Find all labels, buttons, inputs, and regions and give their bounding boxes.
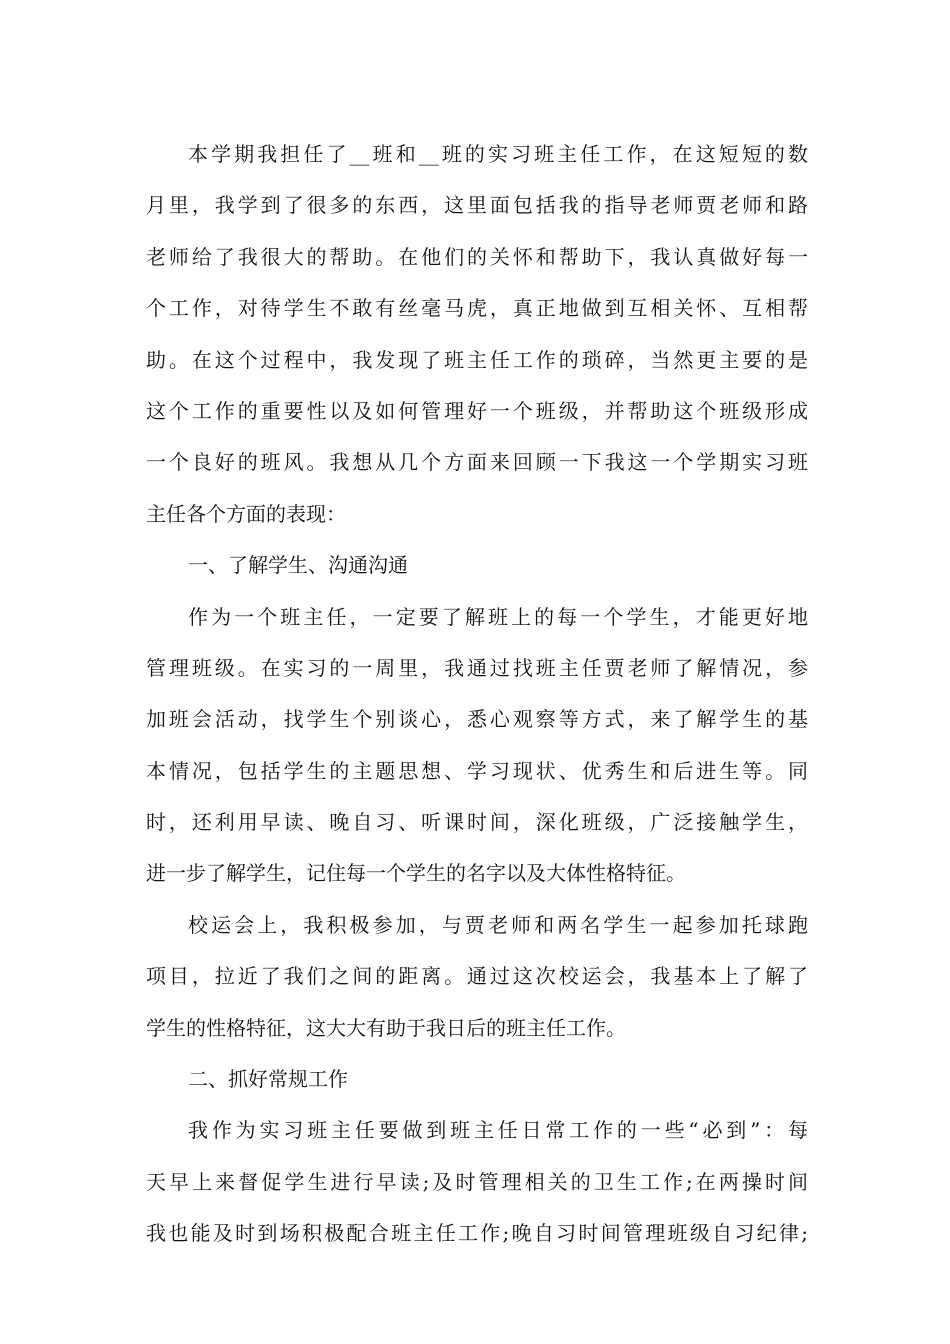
paragraph-line: 学生的性格特征，这大大有助于我日后的班主任工作。 bbox=[146, 1015, 626, 1040]
paragraph-line: 加班会活动，找学生个别谈心，悉心观察等方式，来了解学生的基 bbox=[146, 707, 808, 732]
paragraph-line: 本学期我担任了__班和__班的实习班主任工作，在这短短的数 bbox=[188, 142, 808, 166]
paragraph-line: 校运会上，我积极参加，与贾老师和两名学生一起参加托球跑 bbox=[188, 912, 808, 937]
paragraph-line: 项目，拉近了我们之间的距离。通过这次校运会，我基本上了解了 bbox=[146, 964, 808, 989]
paragraph-line: 一个良好的班风。我想从几个方面来回顾一下我这一个学期实习班 bbox=[146, 450, 808, 475]
paragraph-line: 月里，我学到了很多的东西，这里面包括我的指导老师贾老师和路 bbox=[146, 193, 808, 218]
paragraph-line: 作为一个班主任，一定要了解班上的每一个学生，才能更好地 bbox=[188, 604, 808, 629]
section-heading: 一、了解学生、沟通沟通 bbox=[188, 553, 408, 578]
document-body bbox=[146, 129, 808, 1260]
paragraph-line: 我也能及时到场积极配合班主任工作;晚自习时间管理班级自习纪律; bbox=[146, 1221, 808, 1246]
paragraph-line: 天早上来督促学生进行早读;及时管理相关的卫生工作;在两操时间 bbox=[146, 1169, 808, 1194]
paragraph-line: 这个工作的重要性以及如何管理好一个班级，并帮助这个班级形成 bbox=[146, 398, 808, 423]
paragraph-line: 我作为实习班主任要做到班主任日常工作的一些“必到”：每 bbox=[188, 1118, 808, 1143]
paragraph-line: 进一步了解学生，记住每一个学生的名字以及大体性格特征。 bbox=[146, 861, 686, 886]
paragraph-line: 本情况，包括学生的主题思想、学习现状、优秀生和后进生等。同 bbox=[146, 758, 808, 783]
paragraph-line: 管理班级。在实习的一周里，我通过找班主任贾老师了解情况，参 bbox=[146, 655, 808, 680]
paragraph-line: 个工作，对待学生不敢有丝毫马虎，真正地做到互相关怀、互相帮 bbox=[146, 296, 808, 321]
paragraph-line: 时，还利用早读、晚自习、听课时间，深化班级，广泛接触学生， bbox=[146, 810, 808, 835]
paragraph-line: 助。在这个过程中，我发现了班主任工作的琐碎，当然更主要的是 bbox=[146, 347, 808, 372]
paragraph-line: 主任各个方面的表现： bbox=[146, 501, 346, 526]
paragraph-line: 老师给了我很大的帮助。在他们的关怀和帮助下，我认真做好每一 bbox=[146, 244, 808, 269]
section-heading: 二、抓好常规工作 bbox=[188, 1067, 348, 1092]
